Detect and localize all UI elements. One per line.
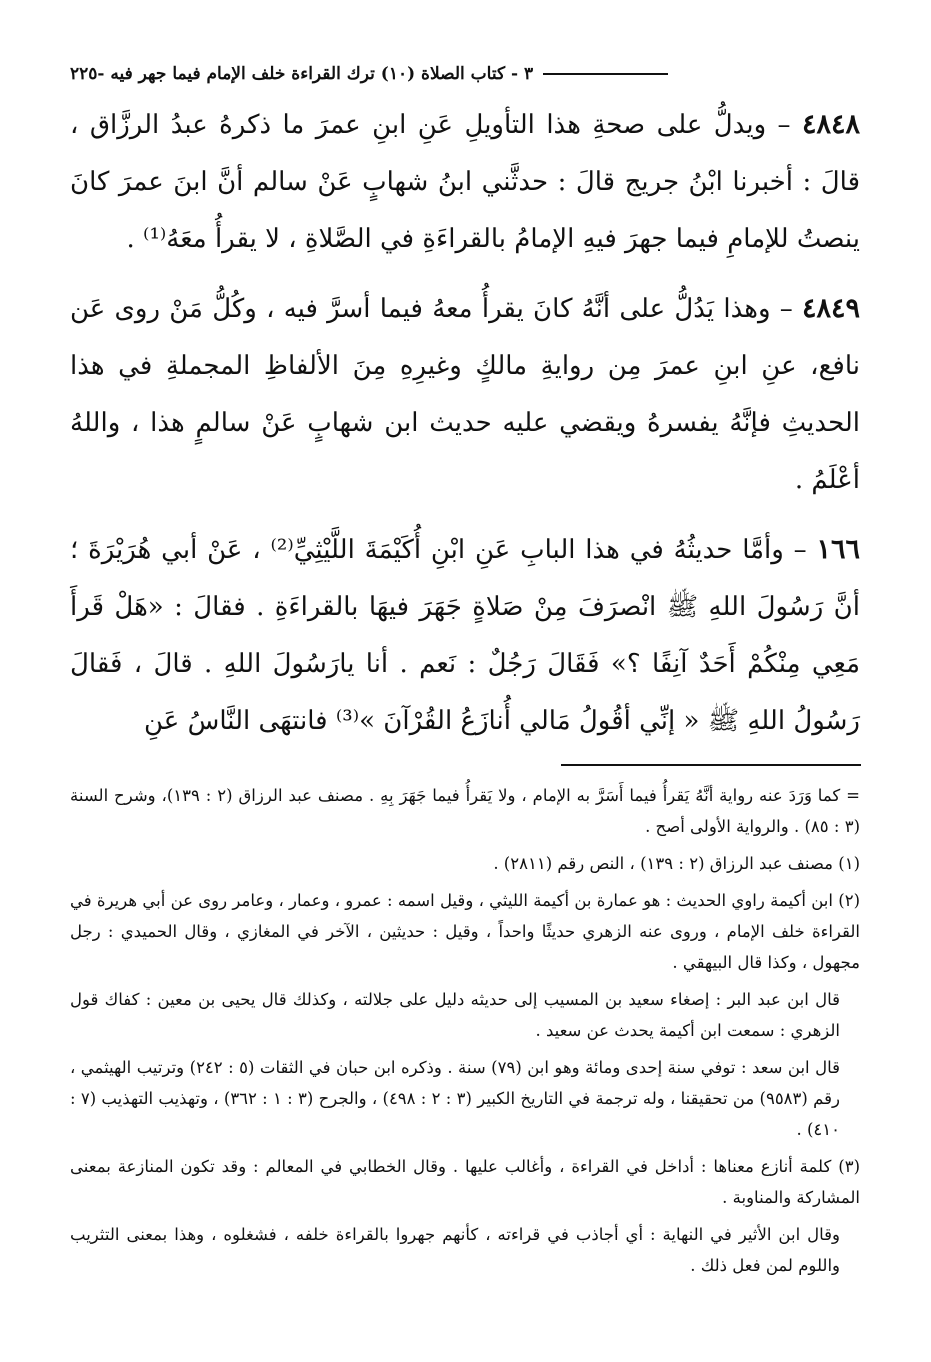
paragraph-text: – ويدلُّ على صحةِ هذا التأويلِ عَنِ ابنِ عمرَ ما ذكرهُ عبدُ الرزَّاق ، قالَ : أخبرنا ابْنُ جريج قالَ : حدثَّني ابنُ شهابٍ عَنْ سالم أنَّ ابنَ عمرَ كانَ ينصتُ للإمامِ فيما جهرَ فيهِ الإمامُ بالقراءَةِ في الصَّلاةِ ، لا يقرأُ معَهُ⁽¹⁾ .	[70, 110, 860, 254]
footnote-label: (١)	[838, 854, 860, 873]
paragraph-number: ١٦٦	[816, 534, 860, 565]
paragraph-number: ٤٨٤٩	[801, 293, 860, 324]
running-header	[70, 58, 860, 90]
footnote	[70, 885, 860, 978]
paragraph	[70, 96, 860, 268]
footnote-continuation	[70, 1219, 860, 1281]
footnote-text: وقال ابن الأثير في النهاية : أي أجاذب في قراءته ، كأنهم جهروا بالقراءة خلفه ، فشغلوه ، وهذا بمعنى التثريب واللوم لمن فعل ذلك .	[70, 1225, 840, 1275]
footnote	[70, 848, 860, 879]
footnote-text: قال ابن سعد : توفي سنة إحدى ومائة وهو ابن (٧٩) سنة . وذكره ابن حبان في الثقات (٥ : ٢٤٢) وترتيب الهيثمي ، رقم (٩٥٨٣) من تحقيقنا ، وله ترجمة في التاريخ الكبير (٣ : ٢ : ٤٩٨) ، والجرح (٣ : ١ : ٣٦٢) ، وتهذيب التهذيب (٧ : ٤١٠) .	[70, 1058, 840, 1139]
footnote-text: كلمة أنازع معناها : أداخل في القراءة ، وأغالب عليها . وقال الخطابي في المعالم : وقد تكون المنازعة بمعنى المشاركة والمناوبة .	[70, 1157, 860, 1207]
footnote-text: ابن أكيمة راوي الحديث : هو عمارة بن أكيمة الليثي ، وقيل اسمه : عمرو ، وعمار ، وعامر روى عن أبي هريرة في القراءة خلف الإمام ، وروى عنه الزهري حديثًا واحداً ، وقيل : حديثين ، الآخر في المغازي ، وقال الحميدي : رجل مجهول ، وكذا قال البيهقي .	[70, 891, 860, 972]
footnote-text: كما وَرَدَ عنه رواية أنَّهُ يَقرأُ فيما أَسَرَّ به الإمام ، ولا يَقرأُ فيما جَهَرَ بِهِ . مصنف عبد الرزاق (٢ : ١٣٩)، وشرح السنة (٣ : ٨٥) . والرواية الأولى أصح .	[70, 786, 860, 836]
main-text	[70, 96, 860, 750]
footnote-label: (٣)	[838, 1157, 860, 1176]
paragraph-number: ٤٨٤٨	[801, 109, 860, 140]
footnote-continuation	[70, 1052, 860, 1145]
paragraph	[70, 280, 860, 509]
footnotes	[70, 780, 860, 1281]
footnote	[70, 1151, 860, 1213]
paragraph-text: – وأمَّا حديثُهُ في هذا البابِ عَنِ ابْنِ أُكَيْمَةَ اللَّيْثِيِّ⁽²⁾ ، عَنْ أبي هُرَيْرَةَ ؛ أنَّ رَسُولَ اللهِ ﷺ انْصرَفَ مِنْ صَلاةٍ جَهَرَ فيهَا بالقراءَةِ . فقالَ : «هَلْ قَرأَ مَعِي مِنْكُمْ أَحَدٌ آنِفًا ؟» فَقَالَ رَجُلٌ : نَعم . أنا يارَسُولَ اللهِ . قالَ ، فَقالَ رَسُولُ اللهِ ﷺ « إنِّي أقُولُ مَالي أُنازَعُ القُرْآنَ »⁽³⁾ فانتهَى النَّاسُ عَنِ	[70, 535, 860, 736]
footnote-continuation	[70, 984, 860, 1046]
footnote-label: (٢)	[838, 891, 860, 910]
paragraph-text: – وهذا يَدُلُّ على أنَّهُ كانَ يقرأُ معهُ فيما أسرَّ فيه ، وكُلُّ مَنْ روى عَن نافع، عنِ ابنِ عمرَ مِن روايةِ مالكٍ وغيرِهِ مِنَ الألفاظِ المجملةِ في هذا الحديثِ فإنَّهُ يفسرهُ ويقضي عليه حديث ابن شهابٍ عَنْ سالمٍ هذا ، واللهُ أعْلَمُ .	[70, 294, 860, 495]
footnote	[70, 780, 860, 842]
footnote-text: مصنف عبد الرزاق (٢ : ١٣٩) ، النص رقم (٢٨١١) .	[493, 854, 839, 873]
header-rule	[543, 73, 668, 75]
paragraph	[70, 521, 860, 750]
footnote-text: قال ابن عبد البر : إصغاء سعيد بن المسيب إلى حديثه دليل على جلالته ، وكذلك قال يحيى بن معين : كفاك قول الزهري : سمعت ابن أكيمة يحدث عن سعيد .	[70, 990, 840, 1040]
running-title: ٣ - كتاب الصلاة (١٠) ترك القراءة خلف الإمام فيما جهر فيه -٢٢٥	[70, 64, 534, 84]
footnote-divider	[561, 764, 861, 766]
footnote-label: =	[846, 786, 860, 805]
